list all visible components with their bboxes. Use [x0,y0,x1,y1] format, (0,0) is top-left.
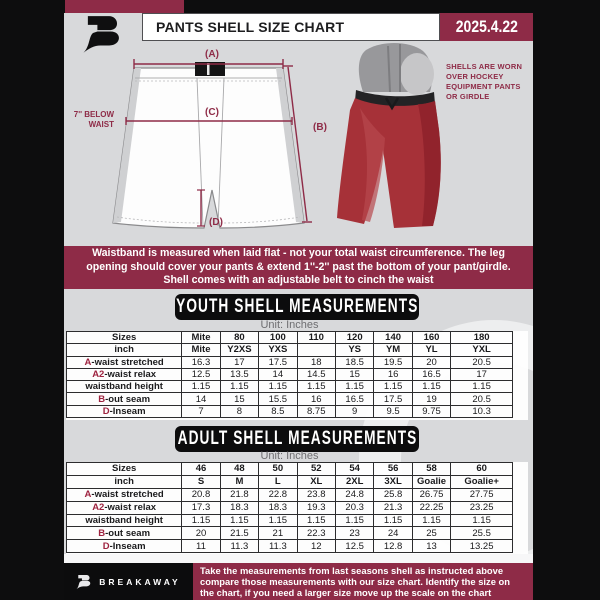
table-cell: 20 [412,356,450,368]
table-cell: 14.5 [297,368,335,380]
table-cell: 50 [259,463,297,476]
adult-section-title: ADULT SHELL MEASUREMENTS [177,428,417,449]
table-cell: Mite [182,344,220,356]
table-cell: 17.3 [182,501,220,514]
table-cell: L [259,475,297,488]
table-row [67,463,513,476]
photo-note-line: OVER HOCKEY [446,72,504,81]
table-cell: 1.15 [335,514,373,527]
table-row [67,540,513,553]
table-cell: 3XL [374,475,412,488]
adult-table-panel [66,462,528,555]
row-label-prefix: B [98,393,106,405]
table-cell: 1.15 [220,514,258,527]
table-cell: 100 [259,332,297,344]
table-cell: 22.3 [297,527,335,540]
waist-note-line1: 7'' BELOW [73,110,114,119]
table-cell: 20.5 [451,393,513,405]
page-title-box [142,13,440,41]
table-cell: 12 [297,540,335,553]
row-label: D-Inseam [67,405,182,417]
table-cell: 21.5 [220,527,258,540]
table-cell: 25.5 [451,527,513,540]
table-cell: Y2XS [220,344,258,356]
table-cell: 23.8 [297,488,335,501]
label-c: (C) [205,107,219,118]
table-cell: 15 [220,393,258,405]
size-table [66,462,513,553]
table-cell: 23 [335,527,373,540]
table-cell: 8.5 [259,405,297,417]
footer-note-text: Take the measurements from last seasons shell as instructed above compare those measurements with our size chart. Identify the size on the chart, if you need a larger size move up the scale on the chart [200,565,510,598]
content-column [64,0,533,600]
table-cell: 120 [335,332,373,344]
info-banner [64,246,533,289]
shorts-outline [113,68,304,228]
table-row [67,405,513,417]
table-cell: 22.8 [259,488,297,501]
table-cell: 9 [335,405,373,417]
date-text: 2025.4.22 [455,17,518,36]
table-cell: Goalie [412,475,450,488]
youth-section-title: YOUTH SHELL MEASUREMENTS [175,296,419,317]
table-cell: 12.5 [182,368,220,380]
row-label: B-out seam [67,393,182,405]
table-cell: 110 [297,332,335,344]
table-cell: 1.15 [374,381,412,393]
table-cell: 140 [374,332,412,344]
row-label: Sizes [67,332,182,344]
table-cell: 16 [297,393,335,405]
row-label: B-out seam [67,527,182,540]
youth-unit-label: Unit: Inches [260,319,319,331]
table-cell: 1.15 [412,381,450,393]
table-cell: 13.25 [451,540,513,553]
table-cell: 180 [451,332,513,344]
table-cell: 1.15 [451,381,513,393]
table-row [67,527,513,540]
youth-table-panel [66,331,528,420]
table-cell: 1.15 [412,514,450,527]
row-label-prefix: A [84,356,92,368]
row-label: A2-waist relax [67,368,182,380]
label-d: (D) [209,217,223,228]
table-cell: 160 [412,332,450,344]
table-cell: 20.8 [182,488,220,501]
table-cell: 14 [182,393,220,405]
table-cell: S [182,475,220,488]
row-label-prefix: D [102,540,110,552]
table-cell: 18.5 [335,356,373,368]
row-label: A-waist stretched [67,488,182,501]
table-cell: YXL [451,344,513,356]
breakaway-logo-icon-small [76,573,93,590]
photo-note [446,62,533,102]
table-cell: 46 [182,463,220,476]
table-cell: 54 [335,463,373,476]
table-cell: 1.15 [335,381,373,393]
row-label: inch [67,344,182,356]
breakaway-logo-icon [82,11,126,55]
table-cell: 18.3 [220,501,258,514]
table-cell: 11.3 [220,540,258,553]
table-cell: 7 [182,405,220,417]
row-label: inch [67,475,182,488]
table-cell: 17 [220,356,258,368]
table-cell: 20.5 [451,356,513,368]
table-cell: YXS [259,344,297,356]
row-label: A-waist stretched [67,356,182,368]
table-cell [297,344,335,356]
table-cell: 21 [259,527,297,540]
photo-note-line: OR GIRDLE [446,92,490,101]
row-label-prefix: D [102,405,110,417]
table-cell: YL [412,344,450,356]
table-cell: 13.5 [220,368,258,380]
table-cell: 11.3 [259,540,297,553]
table-cell: 16 [374,368,412,380]
page-title: PANTS SHELL SIZE CHART [156,19,345,35]
row-label: Sizes [67,463,182,476]
table-cell: 1.15 [220,381,258,393]
table-cell: 18 [297,356,335,368]
table-cell: 1.15 [259,381,297,393]
row-label-prefix: A2 [92,502,105,514]
label-b: (B) [313,122,327,133]
table-cell: 17.5 [259,356,297,368]
label-a: (A) [205,49,219,60]
table-cell: 56 [374,463,412,476]
table-cell: 17.5 [374,393,412,405]
table-cell: 19.3 [297,501,335,514]
row-label: waistband height [67,514,182,527]
table-cell: YM [374,344,412,356]
table-cell: 1.15 [259,514,297,527]
table-cell: 8.75 [297,405,335,417]
table-row [67,356,513,368]
date-badge [440,13,533,41]
table-cell: 8 [220,405,258,417]
girdle-pad-highlight [400,53,434,95]
row-label-prefix: B [98,527,106,539]
table-row [67,501,513,514]
waist-note-line2: WAIST [88,120,114,129]
belt-buckle-gap [207,63,210,75]
table-cell: 10.3 [451,405,513,417]
table-row [67,344,513,356]
table-cell: 1.15 [297,514,335,527]
table-cell: 19 [412,393,450,405]
table-cell: 1.15 [451,514,513,527]
table-cell: 22.25 [412,501,450,514]
table-cell: 16.5 [335,393,373,405]
table-cell: 21.3 [374,501,412,514]
size-table [66,331,513,418]
table-cell: 12.8 [374,540,412,553]
footer-note-box [193,563,533,600]
table-row [67,475,513,488]
table-cell: 23.25 [451,501,513,514]
table-cell: 14 [259,368,297,380]
table-cell: XL [297,475,335,488]
table-row [67,393,513,405]
table-cell: 11 [182,540,220,553]
table-cell: 19.5 [374,356,412,368]
table-cell: 17 [451,368,513,380]
row-label: waistband height [67,381,182,393]
adult-section-header [175,426,419,452]
table-cell: 1.15 [297,381,335,393]
table-cell: 26.75 [412,488,450,501]
table-cell: 18.3 [259,501,297,514]
table-cell: 48 [220,463,258,476]
table-row [67,332,513,344]
table-cell: M [220,475,258,488]
adult-unit-label: Unit: Inches [260,450,319,462]
table-cell: 20.3 [335,501,373,514]
table-cell: 25.8 [374,488,412,501]
info-banner-text: Waistband is measured when laid flat - not your total waist circumference. The leg opening should cover your pants & extend 1''-2'' past the bottom of your pant/girdle. Shell comes with an adjustable belt to cinch the waist [86,247,511,287]
table-cell: 16.5 [412,368,450,380]
table-cell: 13 [412,540,450,553]
brand-box [64,563,193,600]
table-cell: Goalie+ [451,475,513,488]
table-cell: 25 [412,527,450,540]
row-label: A2-waist relax [67,501,182,514]
table-cell: 9.75 [412,405,450,417]
photo-note-line: EQUIPMENT PANTS [446,82,521,91]
table-cell: 20 [182,527,220,540]
row-label: D-Inseam [67,540,182,553]
table-cell: 58 [412,463,450,476]
table-cell: 9.5 [374,405,412,417]
table-cell: 15 [335,368,373,380]
table-cell: 21.8 [220,488,258,501]
youth-section-header [175,294,419,320]
table-row [67,368,513,380]
table-cell: 1.15 [182,514,220,527]
row-label-prefix: A [84,489,92,501]
footer-divider [64,554,533,563]
photo-note-line: SHELLS ARE WORN [446,62,523,71]
table-cell: Mite [182,332,220,344]
row-label-prefix: A2 [92,369,105,381]
brand-name: BREAKAWAY [99,576,181,587]
table-row [67,514,513,527]
table-row [67,381,513,393]
table-row [67,488,513,501]
shorts-measurement-diagram [108,47,338,233]
table-cell: 16.3 [182,356,220,368]
waist-note [66,110,114,130]
table-cell: 60 [451,463,513,476]
table-cell: 2XL [335,475,373,488]
table-cell: 12.5 [335,540,373,553]
table-cell: 24.8 [335,488,373,501]
table-cell: 80 [220,332,258,344]
table-cell: 1.15 [374,514,412,527]
table-cell: 52 [297,463,335,476]
table-cell: YS [335,344,373,356]
table-cell: 24 [374,527,412,540]
table-cell: 15.5 [259,393,297,405]
table-cell: 27.75 [451,488,513,501]
table-cell: 1.15 [182,381,220,393]
